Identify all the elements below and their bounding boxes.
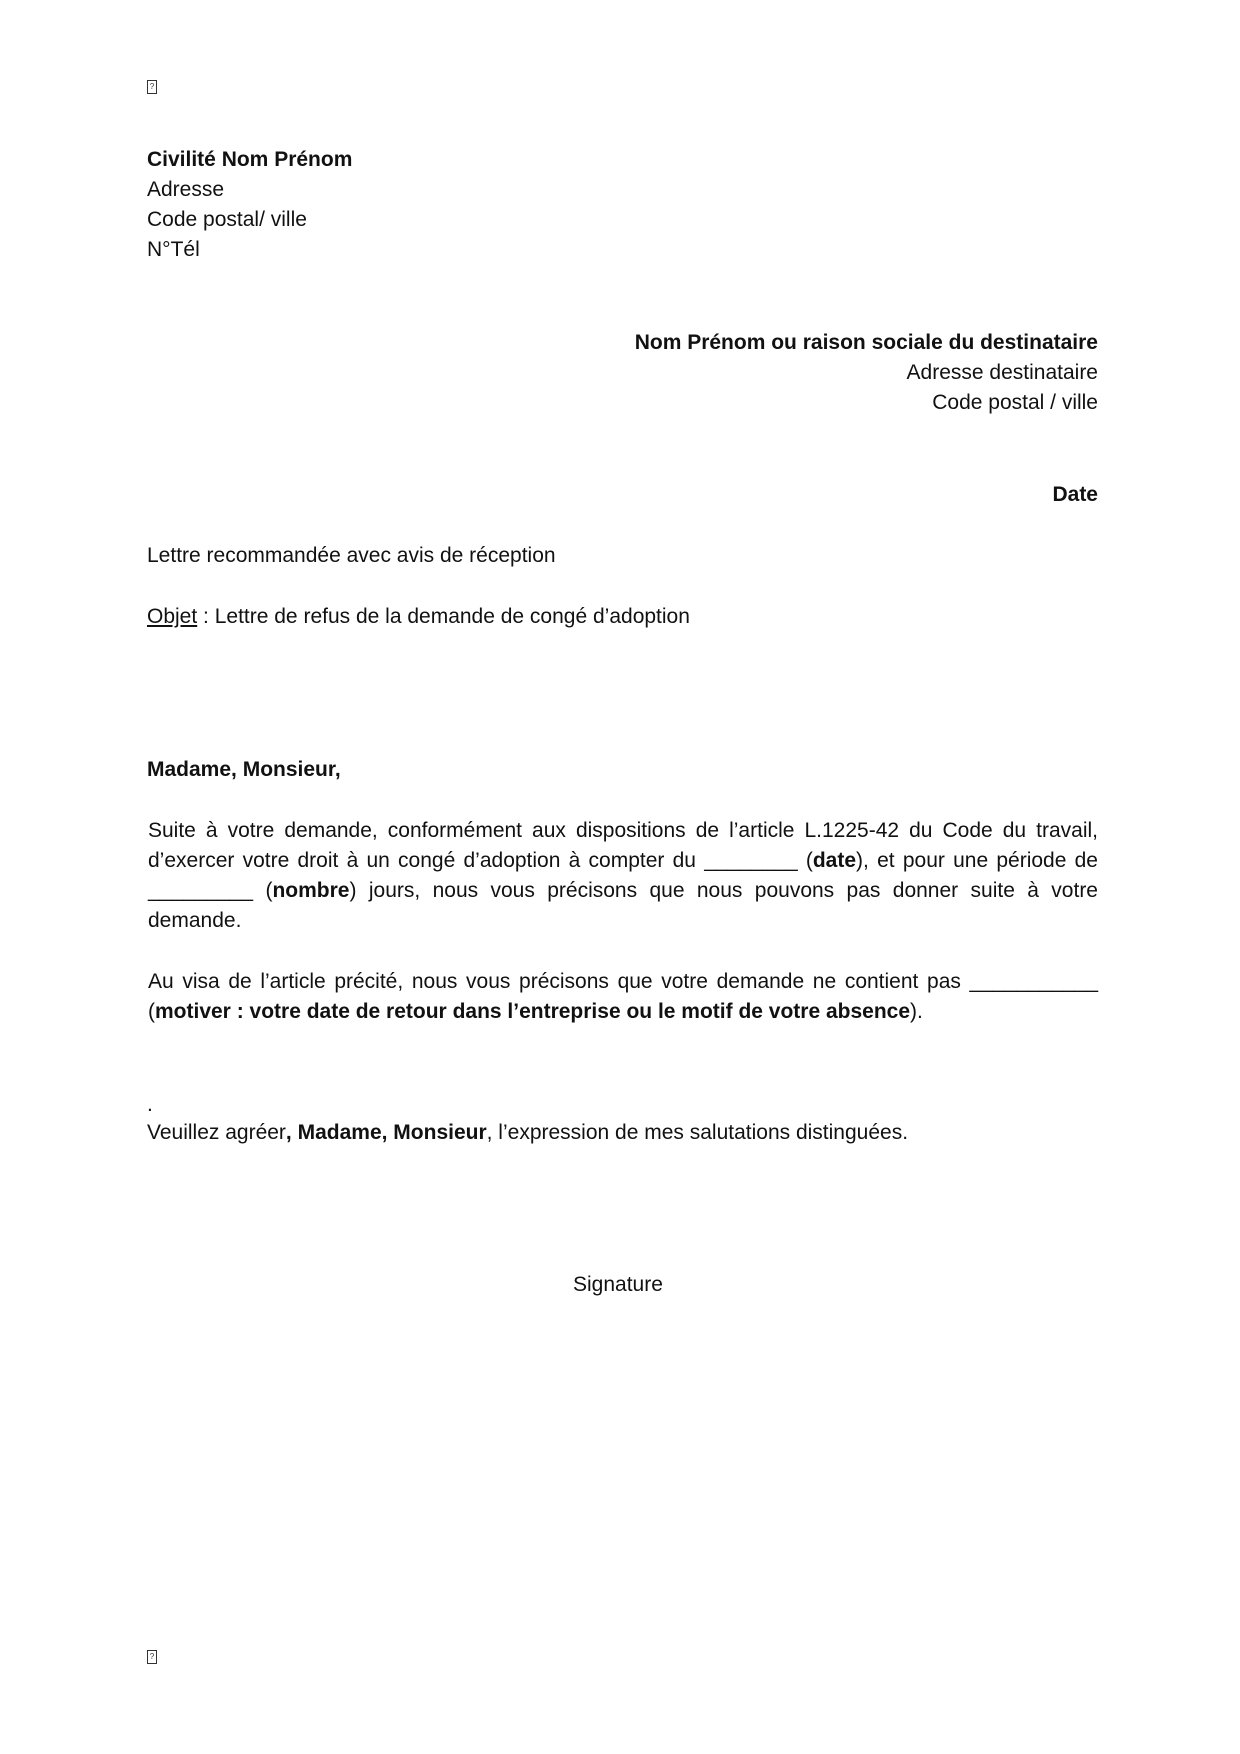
- object-text: Lettre de refus de la demande de congé d’adoption: [214, 605, 690, 628]
- dot-line: .: [147, 1093, 153, 1116]
- closing-line: [147, 1120, 908, 1146]
- bottom-marker-text: ?: [149, 1652, 155, 1661]
- sender-postal: Code postal/ ville: [147, 208, 307, 231]
- delivery-mode: Lettre recommandée avec avis de réception: [147, 544, 556, 567]
- recipient-name: Nom Prénom ou raison sociale du destinataire: [634, 331, 1098, 354]
- closing-addressee: , Madame, Monsieur: [285, 1121, 487, 1144]
- signature-label: Signature: [573, 1273, 663, 1296]
- paragraph1-text-3: ) jours, nous vous précisons que nous pouvons pas donner suite à votre demande.: [148, 879, 1098, 932]
- paragraph1-number-placeholder: nombre: [272, 879, 350, 902]
- date-label: Date: [1052, 483, 1098, 506]
- closing-text-1: Veuillez agréer: [147, 1121, 286, 1144]
- top-marker-text: ?: [149, 82, 155, 91]
- paragraph1-text-1: Suite à votre demande, conformément aux dispositions de l’article L.1225-42 du Code du travail, d’exercer votre droit à un congé d’adoption à compter du ________ (: [148, 819, 1098, 872]
- object-label: Objet: [147, 605, 198, 628]
- object-line: [147, 604, 690, 630]
- paragraph-request: [148, 816, 1098, 936]
- paragraph1-date-placeholder: date: [812, 849, 857, 872]
- sender-address: Adresse: [147, 178, 225, 201]
- paragraph2-text-2: ).: [910, 1000, 923, 1023]
- paragraph-reason: [148, 967, 1098, 1027]
- paragraph2-text-1: Au visa de l’article précité, nous vous précisons que votre demande ne contient pas ___________ (: [148, 970, 1098, 1023]
- sender-name: Civilité Nom Prénom: [147, 148, 353, 171]
- missing-glyph-icon: [147, 1650, 157, 1664]
- closing-text-2: , l’expression de mes salutations distinguées.: [486, 1121, 909, 1144]
- paragraph2-reason-placeholder: motiver : votre date de retour dans l’entreprise ou le motif de votre absence: [155, 1000, 911, 1023]
- object-separator: :: [197, 605, 215, 628]
- salutation: Madame, Monsieur,: [147, 758, 341, 781]
- sender-phone: N°Tél: [147, 238, 200, 261]
- recipient-address: Adresse destinataire: [906, 361, 1098, 384]
- paragraph1-text-2: ), et pour une période de _________ (: [148, 849, 1098, 902]
- recipient-postal: Code postal / ville: [932, 391, 1098, 414]
- missing-glyph-icon: [147, 80, 157, 94]
